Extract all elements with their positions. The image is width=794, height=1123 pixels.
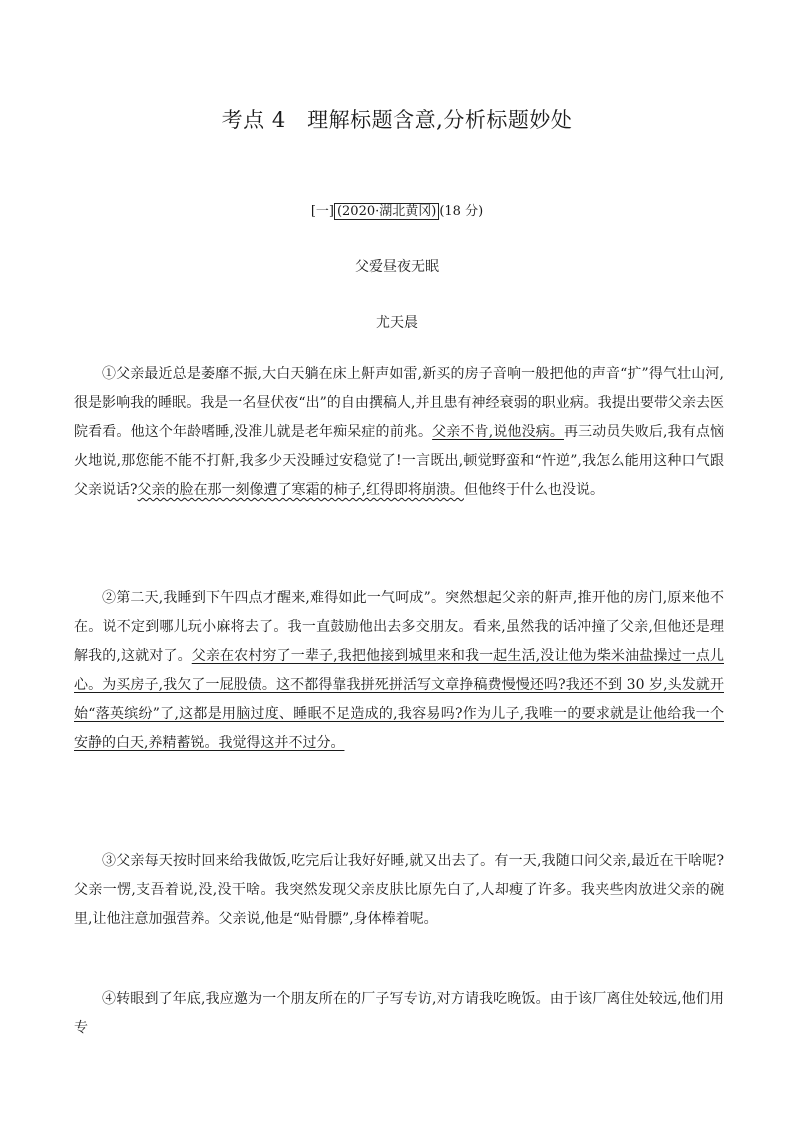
source-box: (2020·湖北黄冈) [334, 203, 439, 220]
essay-author: 尤天晨 [376, 315, 418, 331]
p2-text-a: ②第二天,我睡到下午四点才醒来,难得如此一气呵成”。突然想起父亲的鼾声,推开他的房门,原来他不在。说不定到哪儿玩小麻将去了。我一直鼓励他出去多交朋友。看来,虽然我的话冲撞了父亲,但他还是理解我的,这就对了。 [74, 590, 724, 664]
question-number: [一] [310, 204, 334, 219]
p2-underlined-passage: 父亲在农村穷了一辈子,我把他接到城里来和我一起生活,没让他为柴米油盐操过一点儿心。为买房子,我欠了一屁股债。这不都得靠我拼死拼活写文章挣稿费慢慢还吗?我还不到 30 岁,头发就开始“落英缤纷”了,这都是用脑过度、睡眠不足造成的,我容易吗?作为儿子,我唯一的要求就是让他给我一个安静的白天,养精蓄锐。我觉得这并不过分。 [74, 648, 725, 751]
p1-text-c: 但他终于什么也没说。 [463, 482, 604, 498]
p4-text-a: ④转眼到了年底,我应邀为一个朋友所在的厂子写专访,对方请我吃晚饭。由于该厂离住处较远,他们用专 [74, 991, 724, 1036]
p1-wavy-underlined-sentence: 父亲的脸在那一刻像遭了寒霜的柿子,红得即将崩溃。 [137, 482, 464, 498]
paragraph-3 [74, 847, 724, 934]
paragraph-4 [74, 985, 724, 1043]
paragraph-1 [74, 360, 724, 505]
question-source [0, 200, 794, 219]
p3-text-a: ③父亲每天按时回来给我做饭,吃完后让我好好睡,就又出去了。有一天,我随口问父亲,最近在干啥呢?父亲一愣,支吾着说,没,没干啥。我突然发现父亲皮肤比原先白了,人却瘦了许多。我夹些肉放进父亲的碗里,让他注意加强营养。父亲说,他是“贴骨膘”,身体棒着呢。 [74, 853, 724, 927]
paragraph-2 [74, 584, 724, 758]
p1-text-a: ①父亲最近总是萎靡不振,大白天躺在床上鼾声如雷,新买的房子音响一般把他的声音“扩”得气壮山河,很是影响我的睡眠。我是一名昼伏夜“出”的自由撰稿人,并且患有神经衰弱的职业病。我提出要带父亲去医院看看。他这个年龄嗜睡,没准儿就是老年痴呆症的前兆。 [74, 366, 724, 440]
p1-underlined-sentence: 父亲不肯,说他没病。 [432, 424, 564, 440]
essay-title: 父爱昼夜无眠 [355, 259, 439, 275]
p1-text-b: 再三动员失败后,我有点恼火地说,那您能不能不打鼾,我多少天没睡过安稳觉了!一言既出,顿觉野蛮和“忤逆”,我怎么能用这种口气跟父亲说话? [74, 424, 725, 498]
question-points: (18 分) [439, 204, 484, 219]
page-title: 考点 4 理解标题含意,分析标题妙处 [221, 108, 573, 132]
